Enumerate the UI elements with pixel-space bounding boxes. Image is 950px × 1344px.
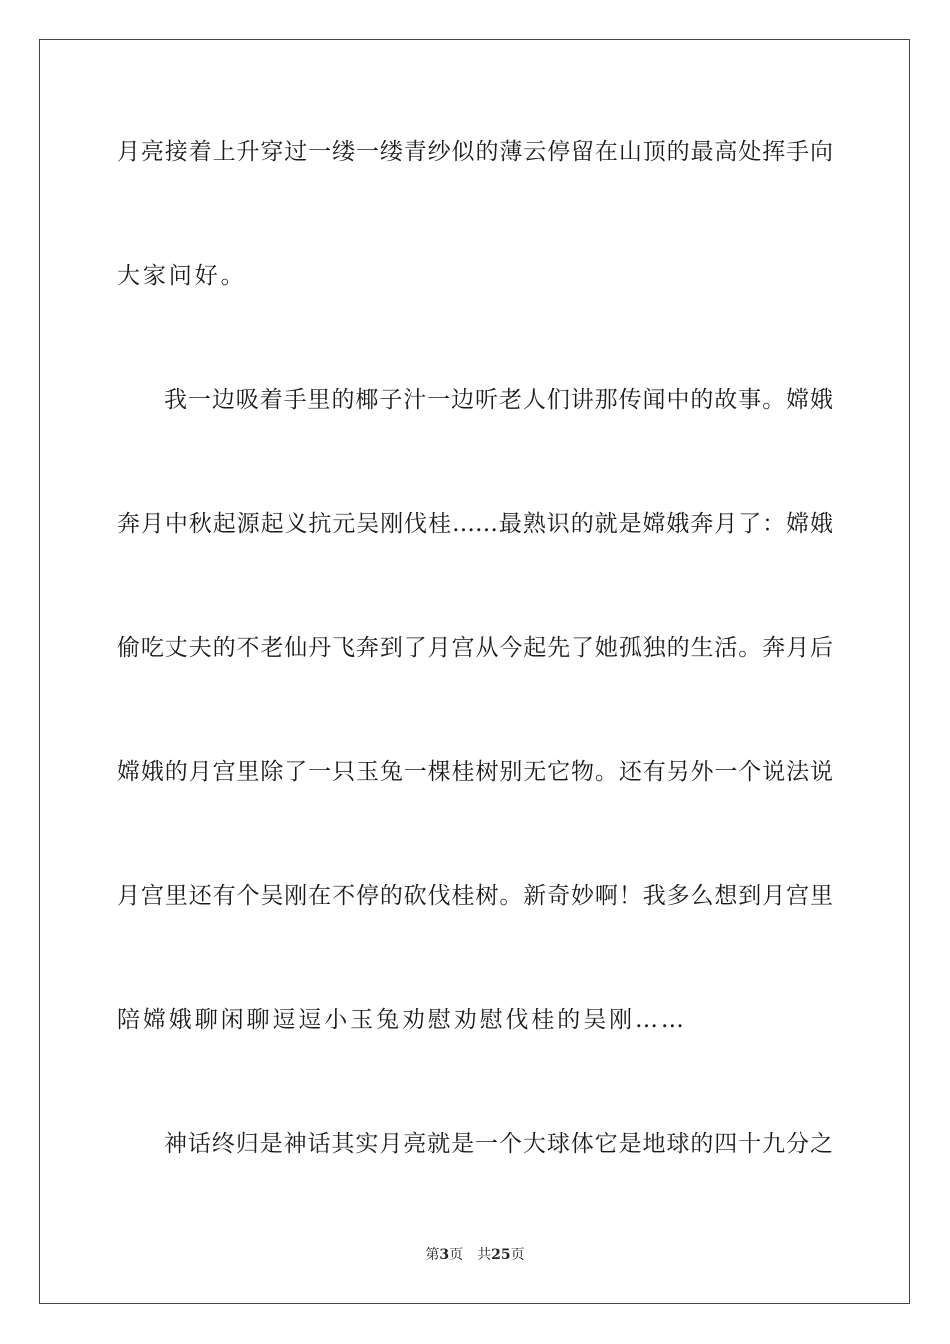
page-prefix: 第 (425, 1247, 440, 1263)
text-line-1: 月亮接着上升穿过一缕一缕青纱似的薄云停留在山顶的最高处挥手向 (117, 139, 833, 165)
total-unit: 页 (510, 1247, 525, 1263)
page-unit: 页 (449, 1247, 464, 1263)
page-border (39, 39, 910, 1304)
text-line-9: 神话终归是神话其实月亮就是一个大球体它是地球的四十九分之 (164, 1131, 833, 1157)
text-line-4: 奔月中秋起源起义抗元吴刚伐桂……最熟识的就是嫦娥奔月了：嫦娥 (117, 511, 833, 537)
text-line-8: 陪嫦娥聊闲聊逗逗小玉兔劝慰劝慰伐桂的吴刚…… (117, 1007, 687, 1033)
text-line-6: 嫦娥的月宫里除了一只玉兔一棵桂树别无它物。还有另外一个说法说 (117, 759, 833, 785)
page-footer (0, 1246, 950, 1264)
text-line-3: 我一边吸着手里的椰子汁一边听老人们讲那传闻中的故事。嫦娥 (164, 387, 833, 413)
text-line-7: 月宫里还有个吴刚在不停的砍伐桂树。新奇妙啊！我多么想到月宫里 (117, 883, 833, 909)
page-current: 3 (439, 1247, 450, 1263)
page-total: 25 (491, 1247, 511, 1263)
total-prefix: 共 (477, 1247, 492, 1263)
text-line-5: 偷吃丈夫的不老仙丹飞奔到了月宫从今起先了她孤独的生活。奔月后 (117, 635, 833, 661)
text-line-2: 大家问好。 (117, 263, 247, 289)
